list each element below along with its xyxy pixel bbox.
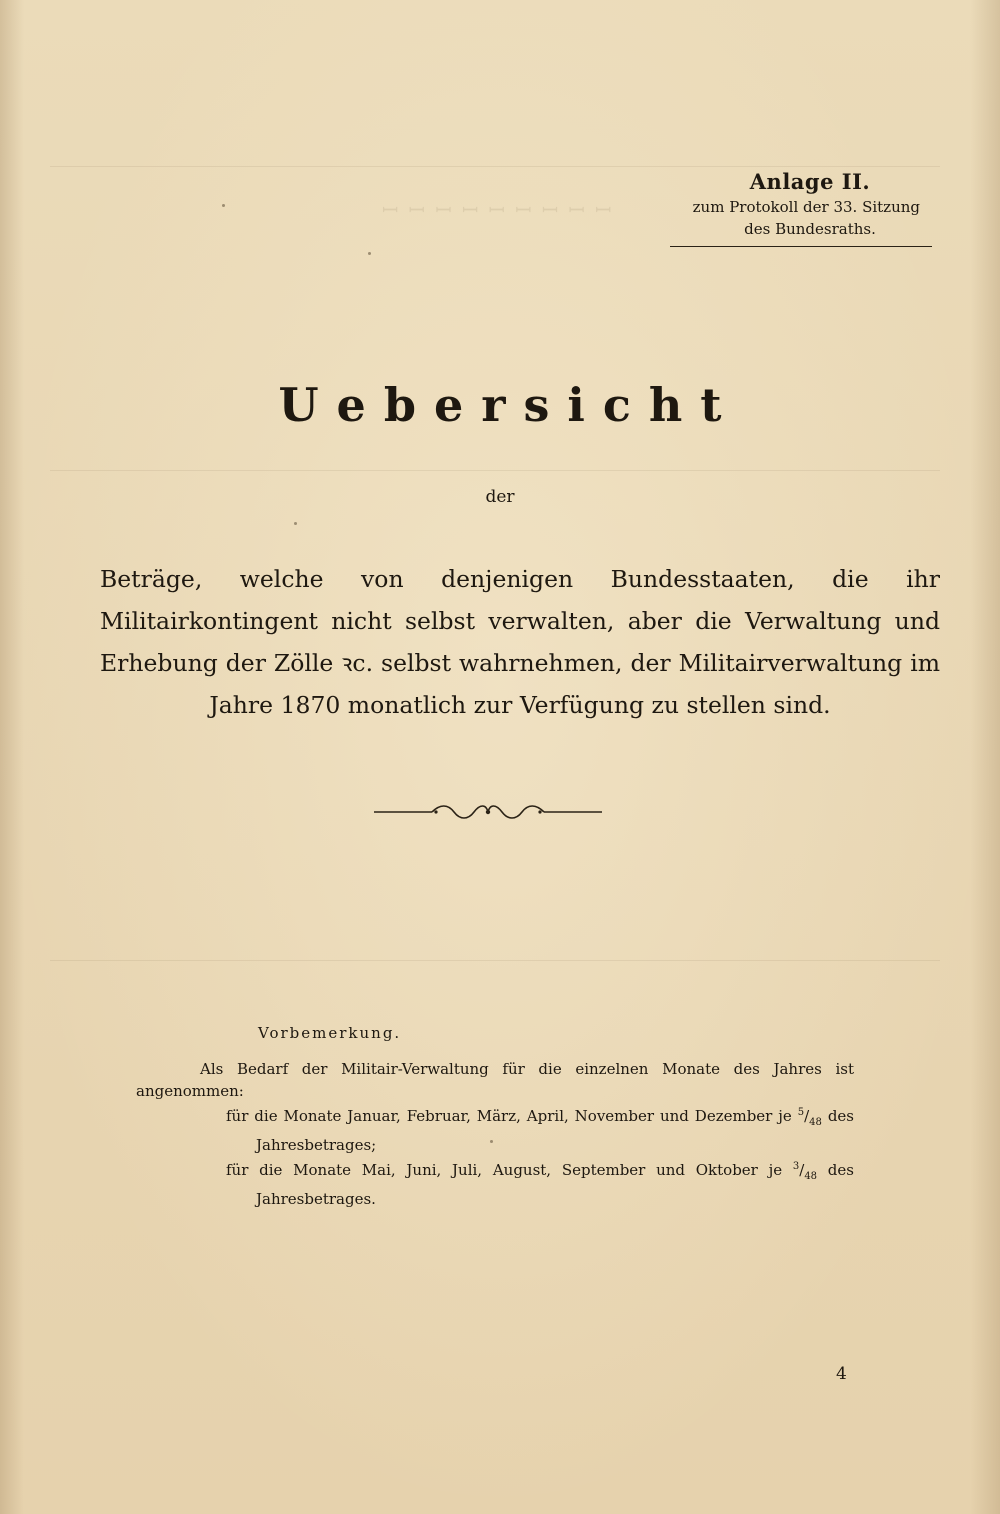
preliminary-note-item <box>136 1102 854 1156</box>
document-title: Uebersicht <box>278 378 740 432</box>
appendix-council-line: des Bundesraths. <box>744 220 876 238</box>
page-number: 4 <box>836 1364 847 1384</box>
fraction: $^3/_{48}$ <box>792 1161 818 1182</box>
fraction-numerator: 3 <box>792 1161 800 1172</box>
appendix-underline <box>670 246 932 247</box>
bleed-through-rule <box>50 166 940 167</box>
item-tail: des Jahresbetrages. <box>256 1161 854 1208</box>
fraction: $^5/_{48}$ <box>797 1107 822 1128</box>
bleed-through-rule <box>50 960 940 961</box>
paper-speck <box>490 1140 493 1143</box>
bleed-through-rule <box>50 470 940 471</box>
ornament-divider <box>374 800 602 824</box>
preliminary-note-heading: Vorbemerkung. <box>258 1024 402 1042</box>
paper-speck <box>294 522 297 525</box>
title-connector: der <box>485 487 515 507</box>
preliminary-note-item <box>136 1156 854 1210</box>
item-tail: des Jahresbetrages; <box>256 1107 854 1154</box>
appendix-protocol-line: zum Protokoll der 33. Sitzung <box>692 198 920 216</box>
fraction-numerator: 5 <box>797 1107 805 1118</box>
item-text: für die Monate Mai, Juni, Juli, August, September und Oktober je <box>226 1161 783 1179</box>
paper-speck <box>298 704 301 707</box>
paper-speck <box>222 204 225 207</box>
appendix-header <box>640 168 920 240</box>
item-text: für die Monate Januar, Februar, März, April, November und Dezember je <box>226 1107 792 1125</box>
title-description: Beträge, welche von denjenigen Bundesstaaten, die ihr Militairkontingent nicht selbst verwalten, aber die Verwaltung und Erhebung der Zölle ꝛc. selbst wahrnehmen, der Militairverwaltung im Jahre 1870 monatlich zur Verfügung zu stellen sind. <box>100 565 940 719</box>
fraction-denominator: 48 <box>804 1171 818 1182</box>
preliminary-note-intro: Als Bedarf der Militair-Verwaltung für die einzelnen Monate des Jahres ist angenommen: <box>136 1060 854 1100</box>
fraction-denominator: 48 <box>809 1117 822 1128</box>
appendix-title: Anlage II. <box>749 169 871 194</box>
paper-speck <box>368 252 371 255</box>
bleed-through-text: ꟷ ꟷ ꟷ ꟷ ꟷ ꟷ ꟷ ꟷ ꟷ <box>380 198 612 222</box>
preliminary-note-body <box>136 1058 854 1210</box>
